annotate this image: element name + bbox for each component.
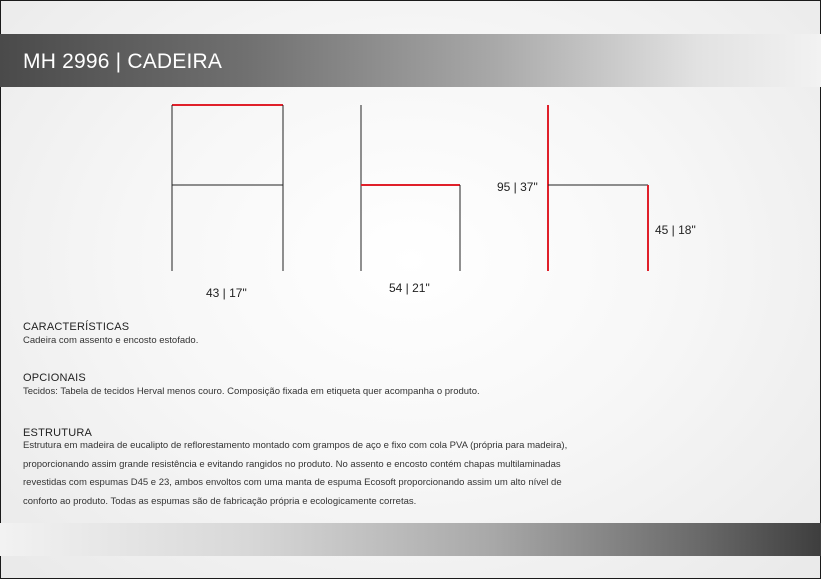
estrutura-line: proporcionando assim grande resistência e evitando rangidos no produto. No assento e encosto contém chapas multilaminadas <box>23 458 561 470</box>
opcionais-title: OPCIONAIS <box>23 372 86 384</box>
estrutura-line: Estrutura em madeira de eucalipto de reflorestamento montado com grampos de aço e fixo com cola PVA (própria para madeira), <box>23 440 568 451</box>
caracteristicas-title: CARACTERÍSTICAS <box>23 321 130 333</box>
opcionais-text: Tecidos: Tabela de tecidos Herval menos couro. Composição fixada em etiqueta quer acompanha o produto. <box>23 386 480 397</box>
estrutura-title: ESTRUTURA <box>23 427 93 439</box>
opcionais-section <box>23 372 480 398</box>
caracteristicas-section <box>23 321 198 347</box>
page-title: MH 2996 | CADEIRA <box>23 50 223 73</box>
estrutura-text <box>23 437 567 511</box>
width-label: 43 | 17" <box>206 286 247 300</box>
front-view <box>172 105 283 300</box>
height-label: 95 | 37" <box>497 180 538 194</box>
height-view <box>497 105 696 271</box>
estrutura-section <box>23 427 567 511</box>
side-view <box>361 105 460 295</box>
caracteristicas-text: Cadeira com assento e encosto estofado. <box>23 335 199 346</box>
footer-bar <box>0 523 821 556</box>
estrutura-line: revestidas com espumas D45 e 23, ambos envoltos com uma manta de espuma Ecosoft proporcionando assim um alto nível de <box>23 477 562 488</box>
seat-height-label: 45 | 18" <box>655 223 696 237</box>
depth-label: 54 | 21" <box>389 281 430 295</box>
estrutura-line: conforto ao produto. Todas as espumas são de fabricação própria e ecologicamente corretas. <box>23 495 417 507</box>
